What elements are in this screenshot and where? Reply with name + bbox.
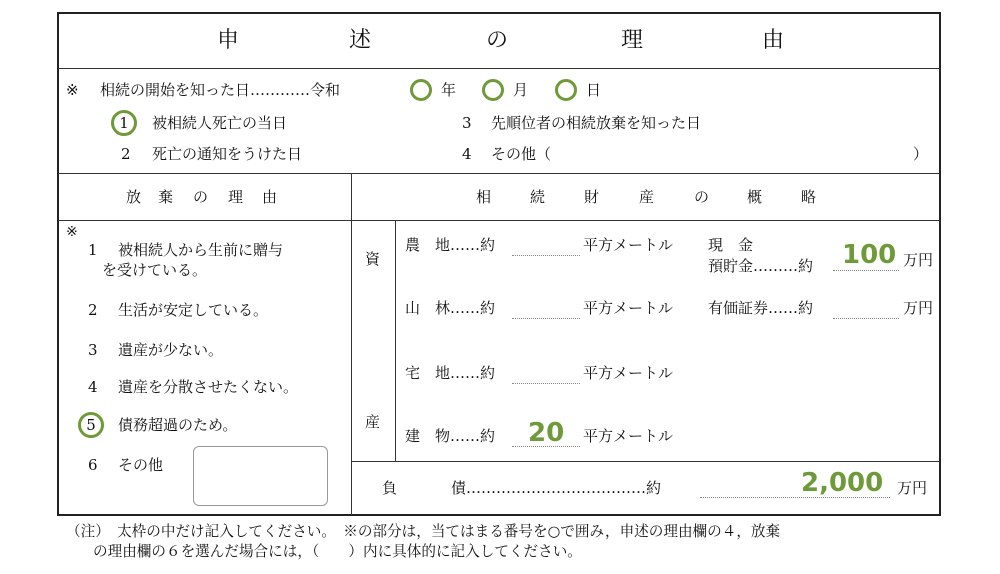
asset-label-top: 資 [365,250,381,268]
cash-input[interactable] [833,270,899,271]
option-4-text: その他（ [491,145,552,163]
farmland-unit: 平方メートル [583,236,674,254]
reason-5-selected-circle[interactable] [78,412,104,438]
reason-3-text: 遺産が少ない。 [118,341,224,359]
rule-under-headers [58,220,940,221]
month-label: 月 [513,81,529,99]
reason-1-number: 1 [88,241,98,259]
rule-under-date [58,173,940,174]
option-1-selected-circle[interactable] [111,110,137,136]
reason-header-2: 棄 [158,188,174,206]
reason-header-5: 由 [262,188,278,206]
start-date-mark: ※ [66,81,79,99]
reason-5-number: 5 [86,416,96,434]
option-4-close-paren: ） [913,145,929,163]
rule-asset-label-divider [395,221,396,461]
debt-value: 2,000 [801,468,884,498]
residential-input[interactable] [512,383,580,384]
farmland-input[interactable] [512,255,580,256]
title-char-5: 由 [762,28,785,53]
cash-label-line2: 預貯金………約 [708,257,814,275]
title-char-4: 理 [621,28,644,53]
month-input-circle[interactable] [482,79,504,101]
cash-value: 100 [842,240,897,270]
reason-4-text: 遺産を分散させたくない。 [118,378,299,396]
farmland-label: 農 地……約 [405,236,496,254]
residential-unit: 平方メートル [583,364,674,382]
building-value: 20 [528,418,565,448]
option-1-text: 被相続人死亡の当日 [152,114,288,132]
reason-6-detail-box[interactable] [193,446,328,506]
forest-input[interactable] [512,318,580,319]
debt-label-2: 債………………………………約 [451,479,662,497]
reason-5-text: 債務超過のため。 [118,416,238,434]
estate-header-6: 概 [747,188,763,206]
estate-header-3: 財 [584,188,600,206]
rule-above-debt [352,461,940,462]
option-2-number: 2 [121,145,131,163]
day-input-circle[interactable] [555,79,577,101]
reason-2-number: 2 [88,301,98,319]
forest-unit: 平方メートル [583,299,674,317]
estate-header-5: の [694,188,710,206]
start-date-label: 相続の開始を知った日…………令和 [100,81,341,99]
title-char-2: 述 [349,28,372,53]
day-label: 日 [586,81,602,99]
forest-label: 山 林……約 [405,299,496,317]
rule-under-title [58,68,940,69]
building-label: 建 物……約 [405,427,496,445]
reason-3-number: 3 [88,341,98,359]
reason-header-3: の [193,188,209,206]
title-char-3: の [486,28,509,53]
reason-header-4: 理 [228,188,244,206]
estate-header-1: 相 [476,188,492,206]
residential-label: 宅 地……約 [405,364,496,382]
rule-column-divider [351,174,352,515]
estate-header-4: 産 [639,188,655,206]
estate-header-7: 略 [801,188,817,206]
reason-6-number: 6 [88,456,98,474]
reason-4-number: 4 [88,378,98,396]
debt-unit: 万円 [897,479,928,497]
securities-label: 有価証券……約 [708,299,814,317]
option-1-number: 1 [119,114,129,132]
title-char-1: 申 [217,28,240,53]
year-input-circle[interactable] [410,79,432,101]
option-3-text: 先順位者の相続放棄を知った日 [491,114,702,132]
footer-note-line2: の理由欄の６を選んだ場合には，（ ）内に具体的に記入してください。 [93,543,582,560]
reason-header-1: 放 [126,188,142,206]
option-3-number: 3 [462,114,472,132]
reason-mark: ※ [66,224,78,240]
securities-unit: 万円 [903,299,934,317]
option-2-text: 死亡の通知をうけた日 [152,145,303,163]
cash-unit: 万円 [903,251,934,269]
reason-6-text: その他 [118,456,164,474]
option-4-number: 4 [462,145,472,163]
asset-label-bottom: 産 [365,413,381,431]
reason-1-line1: 被相続人から生前に贈与 [118,241,284,259]
estate-header-2: 続 [530,188,546,206]
debt-label-1: 負 [382,479,398,497]
securities-input[interactable] [833,318,899,319]
footer-note-line1: （注） 太枠の中だけ記入してください。 ※の部分は，当てはまる番号を○で囲み，申述の理由欄の４，放棄 [66,523,781,540]
year-label: 年 [441,81,457,99]
cash-label-line1: 現 金 [708,236,754,254]
building-unit: 平方メートル [583,427,674,445]
reason-1-line2: を受けている。 [102,261,208,279]
reason-2-text: 生活が安定している。 [118,301,269,319]
